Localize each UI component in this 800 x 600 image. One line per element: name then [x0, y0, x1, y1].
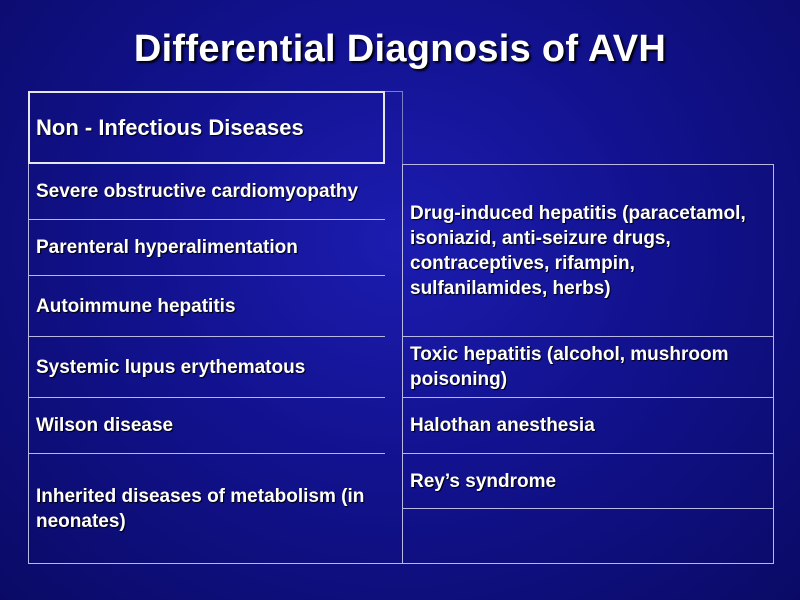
table-cell: Autoimmune hepatitis: [36, 295, 236, 317]
table-header: Non - Infectious Diseases: [36, 115, 304, 140]
header-left-border: [28, 91, 30, 164]
table-left-border: [28, 164, 29, 564]
right-row-divider: [402, 508, 774, 509]
slide-title: Differential Diagnosis of AVH: [133, 28, 667, 70]
table-cell: Toxic hepatitis (alcohol, mushroom poisoning): [410, 344, 729, 390]
table-cell: Wilson disease: [36, 415, 174, 436]
table-cell: Severe obstructive cardiomyopathy: [36, 181, 359, 202]
table-cell: Parenteral hyperalimentation: [36, 237, 298, 258]
table-bottom-border: [28, 563, 774, 564]
table-cell: Rey’s syndrome: [410, 470, 557, 492]
table-cell: Drug-induced hepatitis (paracetamol, isoniazid, anti-seizure drugs, contraceptives, rifampin, sulfanilamides, herbs): [410, 202, 746, 299]
header-right-border: [383, 91, 385, 164]
right-header-top-border: [385, 91, 403, 92]
right-header-left-border: [402, 91, 403, 164]
table-cell: Halothan anesthesia: [410, 415, 595, 436]
table-cell: Inherited diseases of metabolism (in neonates): [36, 485, 365, 532]
column-divider: [402, 164, 403, 564]
table-cell: Systemic lupus erythematous: [36, 356, 306, 378]
